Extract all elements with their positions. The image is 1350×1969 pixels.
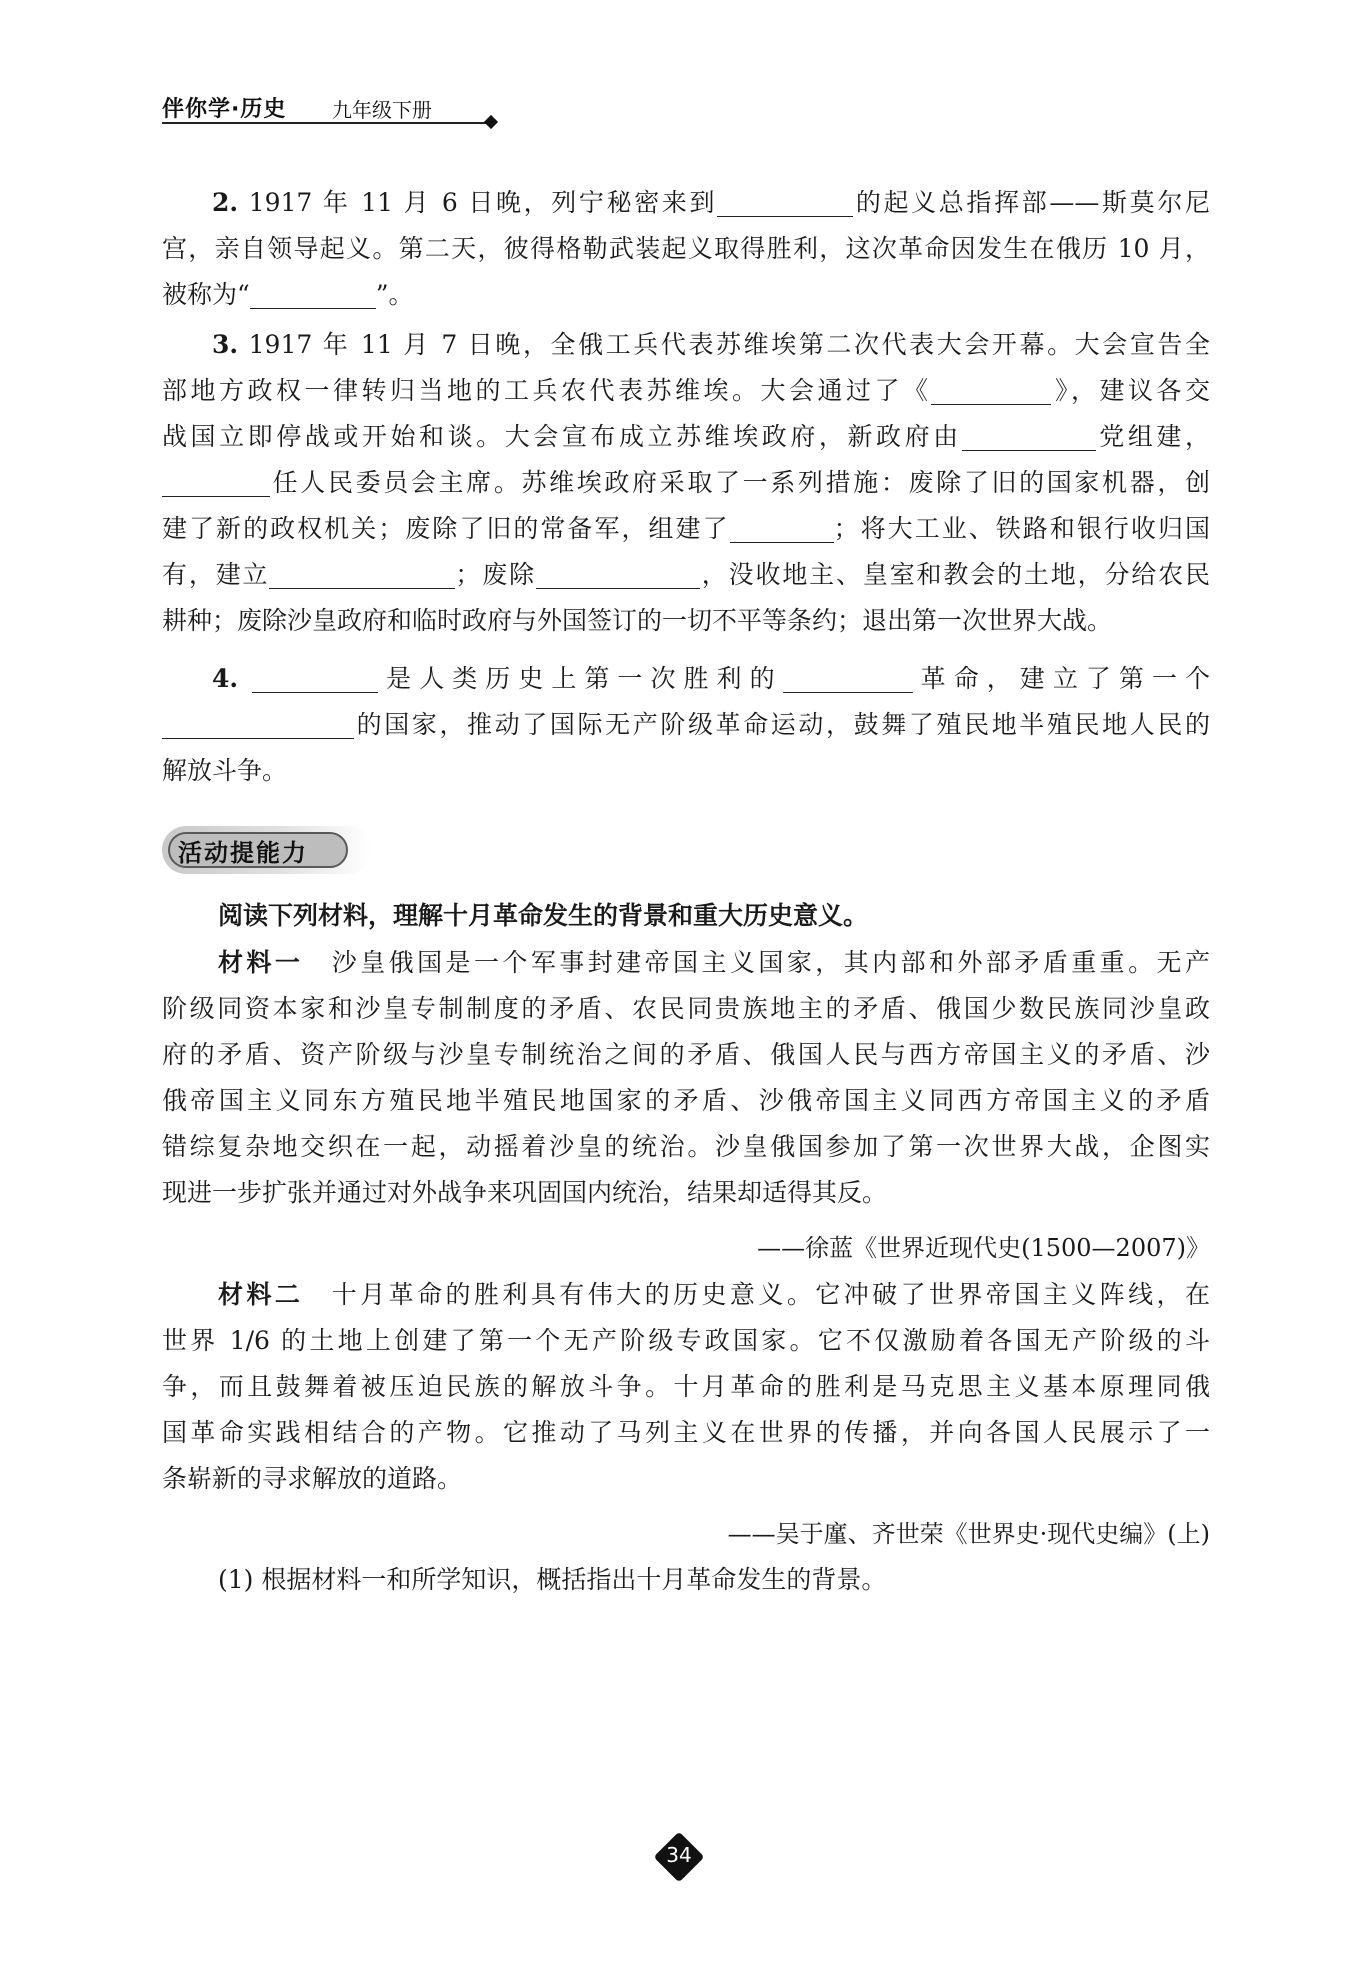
answer-blank[interactable]	[962, 420, 1096, 451]
answer-blank[interactable]	[931, 374, 1051, 405]
question-4	[162, 656, 1210, 794]
sub-question-1: (1) 根据材料一和所学知识，概括指出十月革命发生的背景。	[218, 1565, 887, 1594]
page-number-badge	[654, 1832, 704, 1882]
answer-blank[interactable]	[783, 662, 913, 693]
question-text: 任人民委员会主席。苏维埃政府采取了一系列措施：废除了旧的国家机器，创	[270, 468, 1210, 497]
material-2-source: ——吴于廑、齐世荣《世界史·现代史编》(上)	[727, 1520, 1210, 1548]
answer-blank[interactable]	[730, 512, 834, 543]
question-text: 解放斗争。	[162, 756, 288, 785]
question-text: 的起义总指挥部——斯莫尔尼	[853, 188, 1210, 217]
material-text: 国革命实践相结合的产物。它推动了马列主义在世界的传播，并向各国人民展示了一	[162, 1418, 1210, 1447]
material-1	[162, 940, 1210, 1216]
section-badge	[162, 826, 372, 874]
question-text: 部地方政权一律转归当地的工兵农代表苏维埃。大会通过了《	[162, 376, 932, 405]
material-1-source: ——徐蓝《世界近现代史(1500—2007)》	[757, 1234, 1210, 1262]
question-text: ；废除	[455, 560, 536, 589]
question-text: 建了新的政权机关；废除了旧的常备军，组建了	[162, 514, 730, 543]
material-text: 争，而且鼓舞着被压迫民族的解放斗争。十月革命的胜利是马克思主义基本原理同俄	[162, 1372, 1210, 1401]
question-text: 的国家，推动了国际无产阶级革命运动，鼓舞了殖民地半殖民地人民的	[354, 710, 1210, 739]
header-rule	[162, 122, 490, 124]
material-text: 俄帝国主义同东方殖民地半殖民地国家的矛盾、沙俄帝国主义同西方帝国主义的矛盾	[162, 1086, 1210, 1115]
question-text: ；将大工业、铁路和银行收归国	[833, 514, 1210, 543]
material-2	[162, 1272, 1210, 1502]
question-text: 有，建立	[162, 560, 270, 589]
question-number: 4.	[212, 664, 239, 693]
question-text: 是人类历史上第一次胜利的	[378, 664, 783, 693]
answer-blank[interactable]	[536, 558, 700, 589]
material-text: 世界 1/6 的土地上创建了第一个无产阶级专政国家。它不仅激励着各国无产阶级的斗	[162, 1326, 1210, 1355]
question-text: ，没收地主、皇室和教会的土地，分给农民	[699, 560, 1210, 589]
question-text: 战国立即停战或开始和谈。大会宣布成立苏维埃政府，新政府由	[162, 422, 962, 451]
answer-blank[interactable]	[252, 662, 378, 693]
activity-instruction: 阅读下列材料，理解十月革命发生的背景和重大历史意义。	[218, 901, 869, 930]
question-number: 3.	[212, 330, 239, 359]
question-text: 革命，建立了第一个	[912, 664, 1210, 693]
question-text: 宫，亲自领导起义。第二天，彼得格勒武装起义取得胜利，这次革命因发生在俄历 10 月，	[162, 234, 1210, 263]
answer-blank[interactable]	[250, 278, 376, 309]
answer-blank[interactable]	[717, 186, 853, 217]
material-text: 条崭新的寻求解放的道路。	[162, 1464, 463, 1493]
material-text: 错综复杂地交织在一起，动摇着沙皇的统治。沙皇俄国参加了第一次世界大战，企图实	[162, 1132, 1210, 1161]
question-3	[162, 322, 1210, 644]
question-number: 2.	[212, 188, 239, 217]
material-text: 现进一步扩张并通过对外战争来巩固国内统治，结果却适得其反。	[162, 1178, 888, 1207]
question-text: 被称为“	[162, 280, 250, 309]
question-text: 1917 年 11 月 7 日晚，全俄工兵代表苏维埃第二次代表大会开幕。大会宣告全	[238, 330, 1210, 359]
question-2	[162, 180, 1210, 318]
answer-blank[interactable]	[162, 466, 270, 497]
answer-blank[interactable]	[269, 558, 455, 589]
header-brand: 伴你学·历史	[162, 97, 287, 122]
material-text: 沙皇俄国是一个军事封建帝国主义国家，其内部和外部矛盾重重。无产	[303, 948, 1210, 977]
question-text: 》，建议各交	[1051, 376, 1210, 405]
material-label: 材料二	[218, 1280, 304, 1309]
header-subtitle: 九年级下册	[332, 98, 432, 122]
material-text: 十月革命的胜利具有伟大的历史意义。它冲破了世界帝国主义阵线，在	[303, 1280, 1210, 1309]
running-header	[162, 92, 502, 122]
material-text: 阶级同资本家和沙皇专制制度的矛盾、农民同贵族地主的矛盾、俄国少数民族同沙皇政	[162, 994, 1210, 1023]
question-text: 耕种；废除沙皇政府和临时政府与外国签订的一切不平等条约；退出第一次世界大战。	[162, 606, 1113, 635]
answer-blank[interactable]	[162, 708, 354, 739]
section-badge-label: 活动提能力	[178, 839, 308, 867]
page-number: 34	[666, 1843, 692, 1867]
question-text: 1917 年 11 月 6 日晚，列宁秘密来到	[238, 188, 718, 217]
material-text: 府的矛盾、资产阶级与沙皇专制统治之间的矛盾、俄国人民与西方帝国主义的矛盾、沙	[162, 1040, 1210, 1069]
question-text: 党组建，	[1095, 422, 1210, 451]
question-text: ”。	[375, 280, 414, 309]
diamond-icon	[484, 115, 498, 129]
material-label: 材料一	[218, 948, 304, 977]
